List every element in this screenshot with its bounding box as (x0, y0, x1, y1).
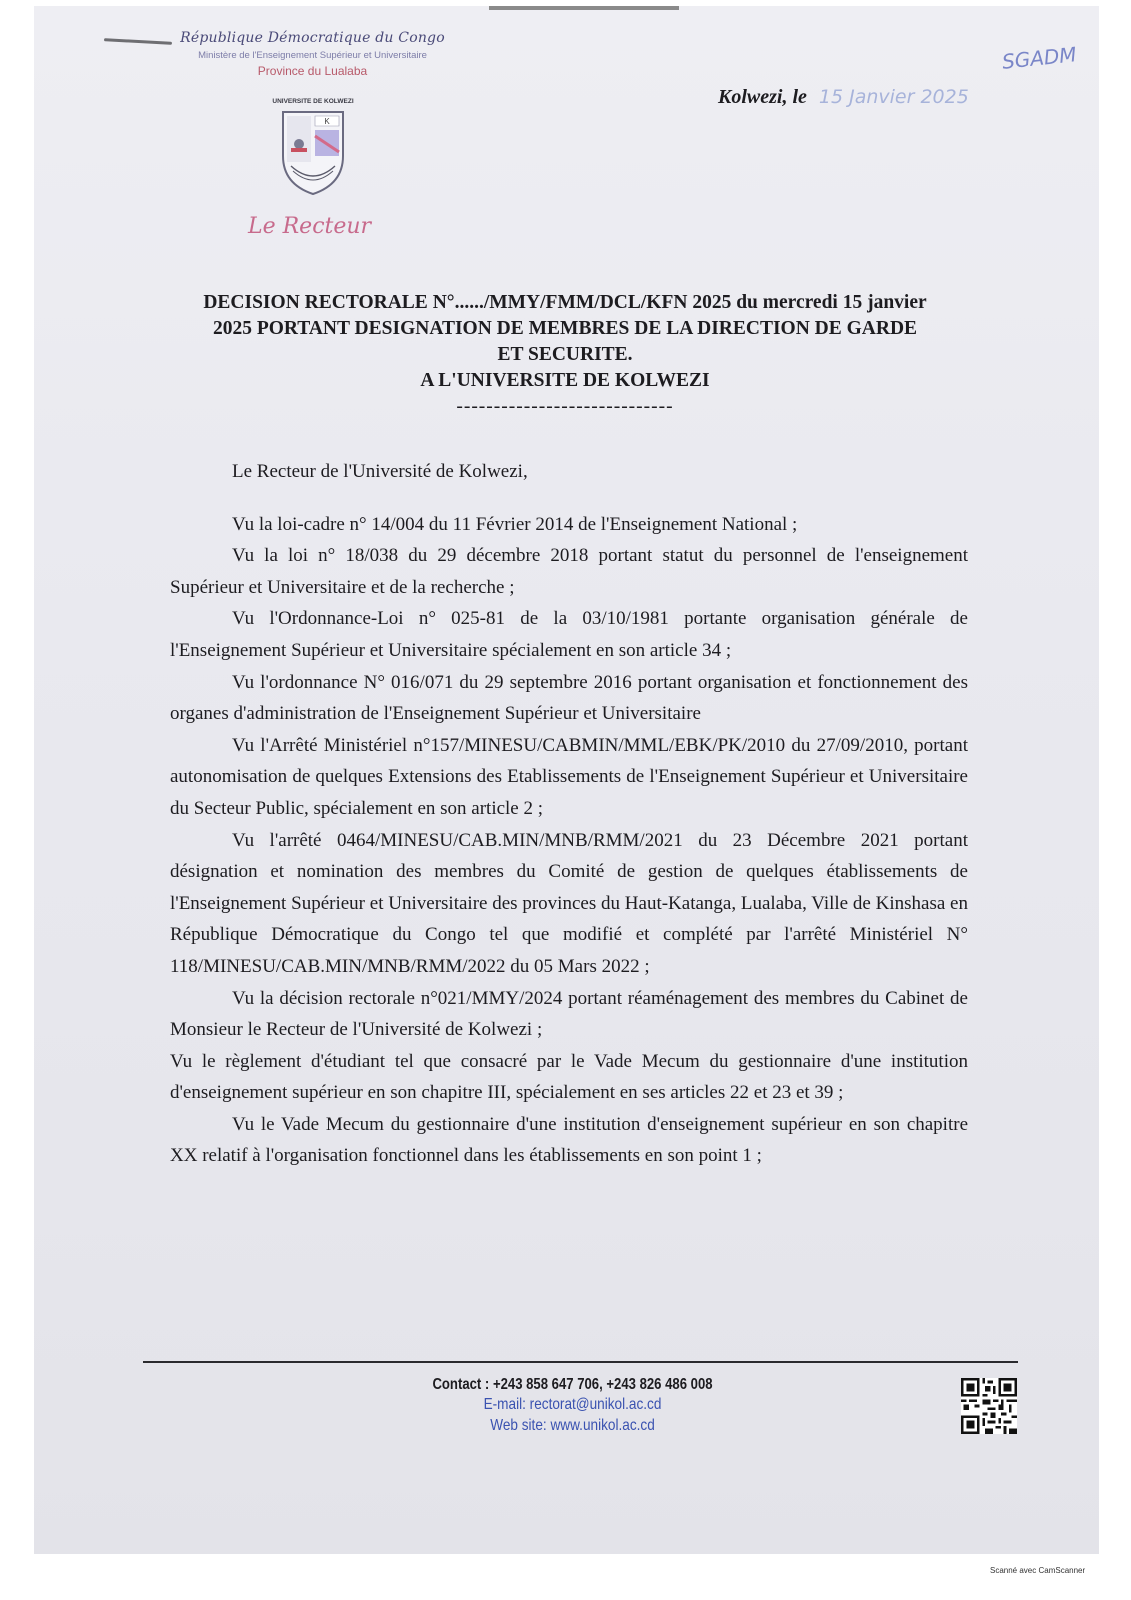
handwritten-date: 15 Janvier 2025 (818, 86, 969, 108)
footer-website: Web site: www.unikol.ac.cd (490, 1417, 655, 1434)
letterhead-province: Province du Lualaba (257, 64, 368, 78)
preamble-paragraph: Vu l'Arrêté Ministériel n°157/MINESU/CABMIN/MML/EBK/PK/2010 du 27/09/2010, portant autonomisation de quelques Extensions des Etablissements de l'Enseignement Supérieur et Universitaire du Secteur Public, spécialement en son article 2 ; (170, 734, 968, 819)
title-line-1: DECISION RECTORALE N°....../MMY/FMM/DCL/KFN 2025 du mercredi 15 janvier (203, 292, 927, 313)
scan-edge-mark (489, 6, 679, 10)
svg-text:K: K (324, 117, 330, 126)
preamble-paragraph: Vu le règlement d'étudiant tel que consacré par le Vade Mecum du gestionnaire d'une institution d'enseignement supérieur en son chapitre III, spécialement en ses articles 22 et 23 et 39 ; (170, 1050, 968, 1104)
preamble-paragraph: Vu la décision rectorale n°021/MMY/2024 portant réaménagement des membres du Cabinet de Monsieur le Recteur de l'Université de Kolwezi ; (170, 987, 968, 1041)
scanner-watermark: Scanné avec CamScanner (990, 1566, 1086, 1575)
handwritten-annotation: SGADM (1000, 42, 1078, 74)
place-label: Kolwezi, le (718, 86, 807, 108)
title-line-2: 2025 PORTANT DESIGNATION DE MEMBRES DE LA DIRECTION DE GARDE (212, 318, 918, 339)
preamble-paragraph: Vu l'arrêté 0464/MINESU/CAB.MIN/MNB/RMM/2021 du 23 Décembre 2021 portant désignation et nomination des membres du Comité de gestion de quelques établissements de l'Enseignement Supérieur et Universitaire des provinces du Haut-Katanga, Lualaba, Ville de Kinshasa en République Démocratique du Congo tel que modifié et complété par l'arrêté Ministériel N° 118/MINESU/CAB.MIN/MNB/RMM/2022 du 05 Mars 2022 ; (170, 829, 968, 977)
crest-text: UNIVERSITE DE KOLWEZI (272, 98, 354, 105)
recteur-signature: Le Recteur (248, 214, 372, 239)
title-line-3: ET SECURITE. (497, 344, 633, 365)
opening-line: Le Recteur de l'Université de Kolwezi, (232, 461, 528, 482)
place-date (718, 86, 969, 109)
footer-contact (380, 1376, 765, 1436)
preamble-paragraph: Vu la loi n° 18/038 du 29 décembre 2018 portant statut du personnel de l'enseignement Supérieur et Universitaire et de la recherche ; (170, 545, 968, 598)
qr-code-icon (961, 1378, 1017, 1434)
university-crest-icon (272, 96, 354, 196)
footer-phone: Contact : +243 858 647 706, +243 826 486 008 (432, 1376, 713, 1393)
footer-email: E-mail: rectorat@unikol.ac.cd (483, 1396, 662, 1413)
letterhead-republic: République Démocratique du Congo (180, 30, 445, 46)
letterhead-ministry: Ministère de l'Enseignement Supérieur et Universitaire (198, 50, 427, 61)
preamble-paragraph: Vu l'ordonnance N° 016/071 du 29 septembre 2016 portant organisation et fonctionnement des organes d'administration de l'Enseignement Supérieur et Universitaire (170, 671, 968, 725)
title-line-4: A L'UNIVERSITE DE KOLWEZI (420, 370, 710, 391)
preamble-paragraph: Vu le Vade Mecum du gestionnaire d'une institution d'enseignement supérieur en son chapitre XX relatif à l'organisation fonctionnel dans les établissements en son point 1 ; (170, 1113, 968, 1167)
decision-body (170, 456, 968, 1172)
preamble-paragraph: Vu l'Ordonnance-Loi n° 025-81 de la 03/10/1981 portante organisation générale de l'Enseignement Supérieur et Universitaire spécialement en son article 34 ; (170, 608, 968, 661)
letterhead (145, 30, 480, 78)
title-separator: ----------------------------- (456, 396, 674, 417)
footer-divider (143, 1361, 1018, 1363)
preamble-paragraph: Vu la loi-cadre n° 14/004 du 11 Février 2014 de l'Enseignement National ; (232, 513, 798, 535)
decision-title (150, 290, 980, 420)
